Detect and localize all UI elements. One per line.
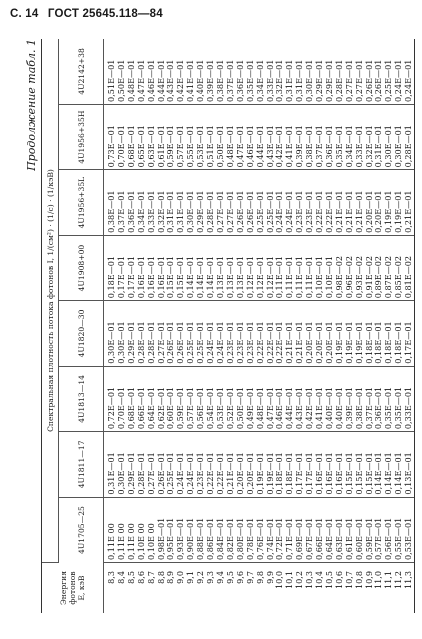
flux-values-cell: 0,11E 00 0,11E 00 0,11E 00 0,10E 00 0,10E 00 0,98E—01 0,95E—01 0,93E—01 0,90E—01 0,88E—01 0,86E—01 0,84E—01 0,82E—01 0,80E—01 0,78E—01 0,76E—01 0,74E—01 0,72E—01 0,71E—01 0,69E—01 0,67E—01 0,66E—01 0,64E—01 0,63E—01 0,61E—01 0,60E—01 0,59E—01 0,57E—01 0,56E—01 0,55E—01 0,53E—01 [104,497,415,562]
continuation-caption: Продолжение табл. 1 [25,39,38,171]
flux-values-cell: 0,38E—01 0,37E—01 0,36E—01 0,34E—01 0,33E—01 0,32E—01 0,31E—01 0,31E—01 0,30E—01 0,29E—01 0,28E—01 0,27E—01 0,27E—01 0,26E—01 0,26E—01 0,25E—01 0,25E—01 0,24E—01 0,24E—01 0,23E—01 0,23E—01 0,22E—01 0,22E—01 0,21E—01 0,21E—01 0,21E—01 0,20E—01 0,20E—01 0,19E—01 0,19E—01 0,21E—01 [104,170,415,235]
table-row [104,39,415,613]
source-column-header: 4U2142+38 [59,39,104,104]
energy-values-cell: 8,3 8,4 8,5 8,6 8,7 8,8 8,9 9,0 9,1 9,2 9,3 9,4 9,5 9,6 9,7 9,8 9,9 10,0 10,1 10,2 10,3 10,4 10,5 10,6 10,7 10,8 10,9 11,0 11,1 11,2 11,3 [104,563,415,614]
standard-number: ГОСТ 25645.118—84 [47,8,163,20]
source-column-header: 4U1820—30 [59,301,104,366]
source-column-header: 4U1813—14 [59,366,104,431]
group-column-header: Спектральная плотность потока фотонов I, 1/(см²) · (1/с) · (1/кэВ) [42,39,59,563]
source-header-row [59,39,104,613]
flux-density-table [41,39,415,613]
flux-values-cell: 0,72E—01 0,70E—01 0,68E—01 0,66E—01 0,64E—01 0,62E—01 0,60E—01 0,59E—01 0,57E—01 0,56E—01 0,54E—01 0,53E—01 0,52E—01 0,50E—01 0,49E—01 0,48E—01 0,47E—01 0,46E—01 0,44E—01 0,43E—01 0,42E—01 0,41E—01 0,40E—01 0,40E—01 0,39E—01 0,38E—01 0,37E—01 0,36E—01 0,35E—01 0,35E—01 0,33E—01 [104,366,415,431]
page-number: С. 14 [10,8,39,20]
source-column-header: 4U1811—17 [59,432,104,497]
table-header-row [42,39,59,613]
flux-values-cell: 0,31E—01 0,30E—01 0,29E—01 0,28E—01 0,27E—01 0,26E—01 0,25E—01 0,24E—01 0,24E—01 0,23E—01 0,22E—01 0,22E—01 0,21E—01 0,20E—01 0,20E—01 0,19E—01 0,19E—01 0,18E—01 0,18E—01 0,17E—01 0,17E—01 0,16E—01 0,16E—01 0,16E—01 0,15E—01 0,15E—01 0,15E—01 0,14E—01 0,14E—01 0,14E—01 0,13E—01 [104,432,415,497]
energy-column-header: Энергия фотонов E, кэВ [42,563,104,614]
flux-values-cell: 0,73E—01 0,70E—01 0,68E—01 0,65E—01 0,63E—01 0,61E—01 0,59E—01 0,57E—01 0,55E—01 0,53E—01 0,51E—01 0,50E—01 0,48E—01 0,47E—01 0,46E—01 0,44E—01 0,43E—01 0,42E—01 0,41E—01 0,39E—01 0,38E—01 0,37E—01 0,36E—01 0,35E—01 0,34E—01 0,33E—01 0,32E—01 0,31E—01 0,30E—01 0,30E—01 0,28E—01 [104,104,415,169]
source-column-header: 4U1956+35L [59,170,104,235]
rotated-table-area [25,39,414,613]
flux-values-cell: 0,51E—01 0,50E—01 0,48E—01 0,47E—01 0,46E—01 0,44E—01 0,43E—01 0,42E—01 0,41E—01 0,40E—01 0,39E—01 0,38E—01 0,37E—01 0,36E—01 0,35E—01 0,34E—01 0,33E—01 0,32E—01 0,31E—01 0,31E—01 0,30E—01 0,29E—01 0,29E—01 0,28E—01 0,27E—01 0,27E—01 0,26E—01 0,26E—01 0,25E—01 0,24E—01 0,24E—01 [104,39,415,104]
source-column-header: 4U1908+00 [59,235,104,300]
source-column-header: 4U1705—25 [59,497,104,562]
source-column-header: 4U1956+35H [59,104,104,169]
flux-values-cell: 0,18E—01 0,17E—01 0,17E—01 0,16E—01 0,16E—01 0,16E—01 0,15E—01 0,15E—01 0,14E—01 0,14E—01 0,14E—01 0,13E—01 0,13E—01 0,13E—01 0,12E—01 0,12E—01 0,12E—01 0,11E—01 0,11E—01 0,11E—01 0,11E—01 0,10E—01 0,10E—01 0,98E—02 0,96E—02 0,93E—02 0,91E—02 0,89E—02 0,87E—02 0,85E—02 0,81E—02 [104,235,415,300]
page-header [10,8,169,20]
flux-values-cell: 0,30E—01 0,30E—01 0,29E—01 0,28E—01 0,28E—01 0,27E—01 0,26E—01 0,26E—01 0,25E—01 0,25E—01 0,24E—01 0,24E—01 0,23E—01 0,23E—01 0,23E—01 0,22E—01 0,22E—01 0,22E—01 0,21E—01 0,21E—01 0,20E—01 0,20E—01 0,20E—01 0,19E—01 0,19E—01 0,19E—01 0,18E—01 0,18E—01 0,18E—01 0,18E—01 0,17E—01 [104,301,415,366]
